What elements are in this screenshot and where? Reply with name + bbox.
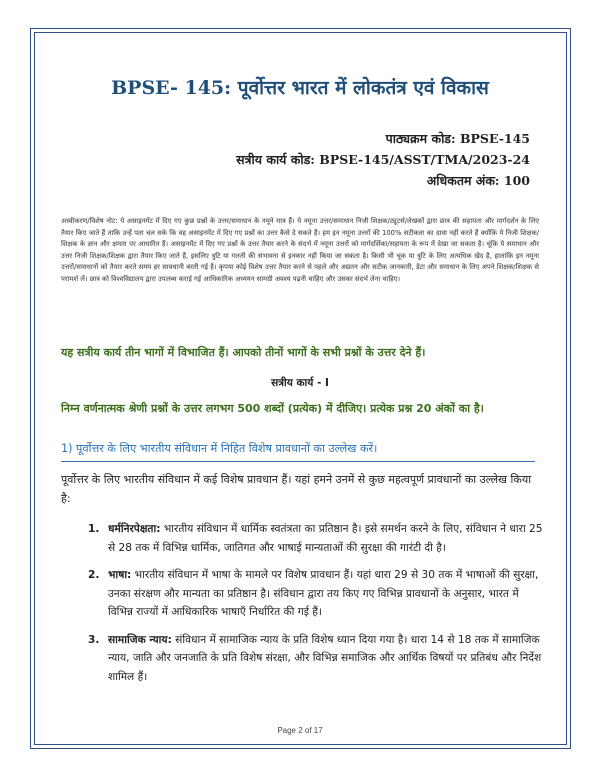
list-term: भाषा:	[108, 569, 132, 581]
list-text: संविधान में सामाजिक न्याय के प्रति विशेष ध्यान दिया गया है। धारा 14 से 18 तक में सामाजिक न्याय, जाति और जनजाति के प्रति विशेष संरक्षा, और विभिन्न समाजिक और आर्थिक विषयों पर प्रतिबंध और निर्देश शामिल हैं।	[108, 633, 542, 683]
section-heading: सत्रीय कार्य - I	[271, 377, 329, 389]
list-item	[88, 520, 543, 557]
answer-intro: पूर्वोत्तर के लिए भारतीय संविधान में कई विशेष प्रावधान हैं। यहां हमने उनमें से कुछ महत्वपूर्ण प्रावधानों का उल्लेख किया है:	[61, 473, 532, 505]
provisions-list	[88, 520, 543, 686]
list-item	[88, 631, 543, 687]
max-marks: अधिकतम अंक: 100	[426, 173, 530, 188]
list-term: धर्मनिरपेक्षता:	[108, 523, 161, 535]
page-number: Page 2 of 17	[277, 726, 323, 735]
page-title: BPSE- 145: पूर्वोत्तर भारत में लोकतंत्र एवं विकास	[111, 77, 489, 99]
disclaimer-note: अस्वीकरण/विशेष नोट: ये असाइनमेंट में दिए गए कुछ प्रश्नों के उत्तर/समाधान के नमूने मात्र हैं। ये नमूना उत्तर/समाधान निजी शिक्षक/ट्यूटर्स/लेखकों द्वारा छात्र की सहायता और मार्गदर्शन के लिए तैयार किए जाते हैं ताकि उन्हें पता चल सके कि वह असाइनमेंट में दिए गए प्रश्नों का उत्तर कैसे दे सकते हैं। हम इन नमूना उत्तरों की 100% सटीकता का दावा नहीं करते हैं क्योंकि ये निजी शिक्षक/शिक्षक के ज्ञान और क्षमता पर आधारित हैं। असाइनमेंट में दिए गए प्रश्नों के उत्तर तैयार करने के संदर्भ में नमूना उत्तरों को मार्गदर्शिका/सहायता के रूप में देखा जा सकता है। चूंकि ये समाधान और उत्तर निजी शिक्षक/शिक्षक द्वारा तैयार किए जाते हैं, इसलिए त्रुटि या गलती की संभावना से इनकार नहीं किया जा सकता है। किसी भी चूक या त्रुटि के लिए अत्यधिक खेद है, हालांकि इन नमूना उत्तरों/समाधानों को तैयार करते समय हर सावधानी बरती गई है। कृपया कोई विशेष उत्तर तैयार करने से पहले और अद्यतन और सटीक जानकारी, डेटा और समाधान के लिए अपने शिक्षक/शिक्षक से परामर्श लें। छात्र को विश्वविद्यालय द्वारा उपलब्ध कराई गई आधिकारिक अध्ययन सामग्री अवश्य पढ़नी चाहिए और उसका संदर्भ लेना चाहिए।	[61, 217, 539, 283]
section-instruction: निम्न वर्णनात्मक श्रेणी प्रश्नों के उत्तर लगभग 500 शब्दों (प्रत्येक) में दीजिए। प्रत्येक प्रश्न 20 अंकों का है।	[61, 402, 484, 415]
list-item	[88, 566, 543, 622]
course-code: पाठ्यक्रम कोड: BPSE-145	[385, 131, 530, 146]
list-text: भारतीय संविधान में भाषा के मामले पर विशेष प्रावधान हैं। यहां धारा 29 से 30 तक में भाषाओं की सुरक्षा, उनका संरक्षण और मान्यता का प्रतिष्ठान है। संविधान द्वारा तय किए गए विभिन्न प्रावधानों के अनुसार, भारत में विभिन्न राज्यों में आधिकारिक भाषाएँ निर्धारित की गई हैं।	[108, 569, 539, 618]
list-number: 3.	[88, 633, 100, 646]
list-number: 2.	[88, 569, 100, 581]
list-text: भारतीय संविधान में धार्मिक स्वतंत्रता का प्रतिष्ठान है। इसे समर्थन करने के लिए, संविधान ने धारा 25 से 28 तक में विभिन्न धार्मिक, जातिगत और भाषाई मान्यताओं की सुरक्षा की गारंटी दी है।	[108, 523, 543, 554]
question-heading: 1) पूर्वोत्तर के लिए भारतीय संविधान में निहित विशेष प्रावधानों का उल्लेख करें।	[61, 442, 378, 455]
assignment-meta	[236, 128, 530, 191]
assignment-code: सत्रीय कार्य कोड: BPSE-145/ASST/TMA/2023-24	[236, 152, 530, 167]
list-number: 1.	[88, 523, 100, 535]
question-underline	[61, 461, 535, 462]
list-term: सामाजिक न्याय:	[108, 633, 172, 646]
general-instruction: यह सत्रीय कार्य तीन भागों में विभाजित हैं। आपको तीनों भागों के सभी प्रश्नों के उत्तर देने हैं।	[61, 346, 426, 359]
